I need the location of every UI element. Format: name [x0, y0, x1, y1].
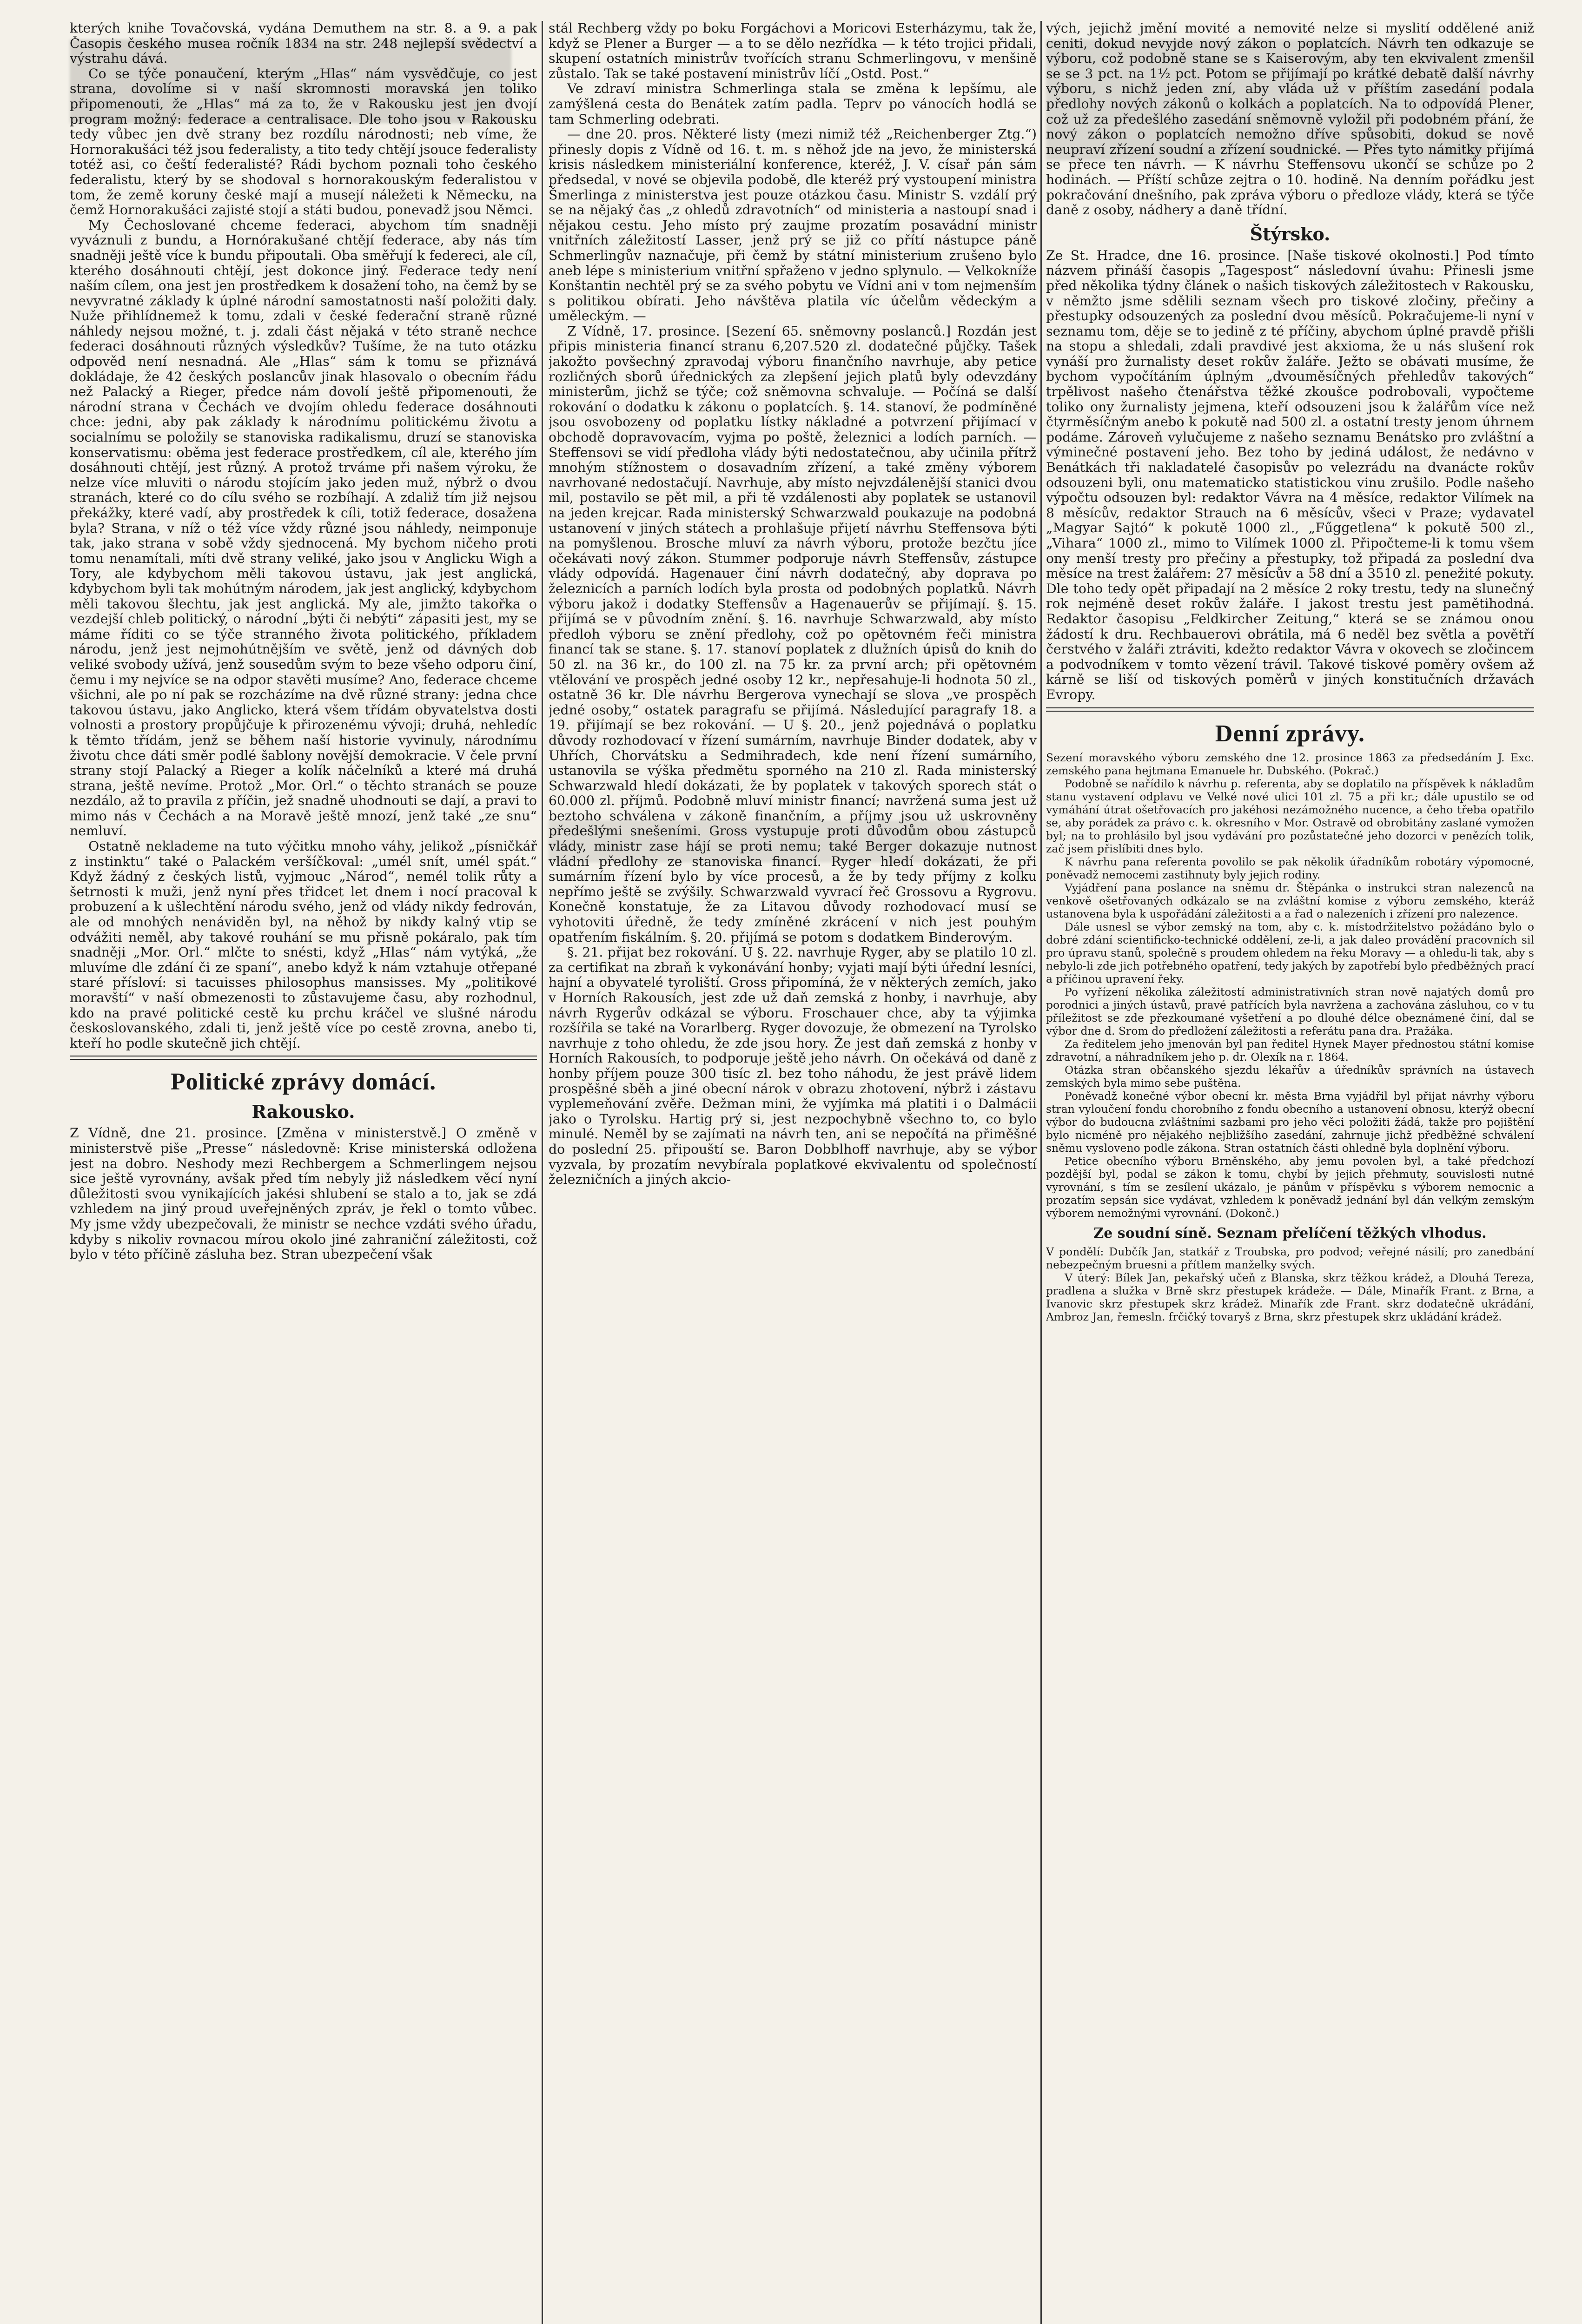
paragraph: K návrhu pana referenta povolilo se pak několik úřadníkům robotáry výpomocné, poněvadž nemocemi zastihnuty byly jejich rodiny. — [1046, 855, 1534, 881]
article-st-hradec: Ze St. Hradce, dne 16. prosince. [Naše tiskové okolnosti.] Pod tímto názvem přináší časopis „Tagespost“ následovní úvahu: Přinesli jsme před několika týdny článek o našich tiskových záležitostech v Rakousku, v němžto jsme sdělili seznam všech pro tiskové zločiny, přečiny a přestupky odsouzených za poslední dvou měsíců. Pokračujeme-li nyní v seznamu tom, děje se to jedině z té příčiny, abychom úplné pravdě přišli na stopu a shledali, zdali pravdivé jest akxioma, že u nás slušení rok vynáší pro žurnalisty deset rokův žaláře. Ježto se obávati musíme, že bychom vypočítáním úplným „dvouměsíčných přehledův takových“ trpělivost našeho čtenářstva těžké zkoušce podrobovali, vypočteme toliko ony žurnalisty jejmena, kteří odsouzeni jsou k žalářům více než čtyrměsíčným anebo k pokutě nad 500 zl. a ostatní tresty jenom úhrnem podáme. Zároveň vylučujeme z našeho seznamu Benátsko pro zvláštní a výminečné postavení jeho. Bez toho by jediná událost, že nedávno v Benátkách tři nakladatelé časopisův po velezrádu na dvanácte rokův odsouzeni byli, onu matematicko statistickou vinu zrušilo. Podle našeho výpočtu odsouzen byl: redaktor Vávra na 4 měsíce, redaktor Vilímek na 8 měsícův, redaktor Strauch na 6 měsícův, všeci v Praze; vydavatel „Magyar Sajtó“ k pokutě 1000 zl., „Fűggetlena“ k pokutě 500 zl., „Vihara“ 1000 zl., mimo to Vilímek 1000 zl. Připočteme-li k tomu všem ony menší tresty pro přečiny a přestupky, tož připadá za poslední dva měsíce na trest žalářem: 27 měsícův a 58 dní a 3510 zl. penežité pokuty. Dle toho tedy opět připadají na 2 měsíce 2 roky trestu, tedy na slunečný rok nejméně deset rokův žaláře. I jakost trestu jest pamětihodná. Redaktor časopisu „Feldkircher Zeitung,“ která se se známou onou žádostí k dru. Rechbauerovi obrátila, má 6 neděl bez světla a povětří čerstvého v žaláři ztráviti, kdežto redaktor Vávra v okovech se zločincem a podvodníkem v tomto vězení trávil. Takové tiskové poměry ovšem až kárně se liší od tiskových poměrů v jiných konstitučních državách Evropy. — [1046, 247, 1534, 702]
paragraph: Dále usnesl se výbor zemský na tom, aby c. k. místodržitelstvo požádáno bylo o dobré zdání scientificko-technické oddělení, ze-li, a jak daleo provádění pracovních sil pro úpravu stanů, společně s proudem ohledem na řeku Moravy — a ohledu-li tak, aby s nebylo-li zde jich potřebného opatření, tedy jakých by zapotřebí bylo předběžných prací a příčinou upravení řeky. — [1046, 920, 1534, 985]
paragraph: Otázka stran občanského sjezdu lékařův a úředníkův správních na ústavech zemských byla mimo sebe puštěna. — [1046, 1063, 1534, 1089]
subheading-soudni: Ze soudní síně. Seznam přelíčení těžkých vlhodus. — [1093, 1225, 1487, 1241]
section-heading-denni: Denní zprávy. — [1215, 720, 1365, 747]
paragraph: Sezení moravského výboru zemského dne 12. prosince 1863 za předsedáním J. Exc. zemského pana hejtmana Emanuele hr. Dubského. (Pokrač.) — [1046, 751, 1534, 777]
column-rule — [1040, 21, 1042, 2324]
paragraph: V pondělí: Dubčík Jan, statkář z Troubska, pro podvod; veřejné násilí; pro zanedbání nebezpečným bruesni a přítlem manželky svých. — [1046, 1245, 1534, 1271]
paragraph: Petice obecního výboru Brněnského, aby jemu povolen byl, a také předchozí pozdější byl, podal se zákon k tomu, chybí by jejich přehmuty, souvislosti nutné vyrovnání, s tím se zesílení ukázalo, je pánům v příspěvku s výborem nemocnic a prozatím sepsán sice vydávat, vzhledem k poněvadž jednání byl dán velkým zemským výborem nemožnými vyrovnání. (Dokonč.) — [1046, 1154, 1534, 1220]
column-rule — [542, 21, 543, 2324]
paragraph: — dne 20. pros. Některé listy (mezi nimiž též „Reichenberger Ztg.“) přinesly dopis z Vídně od 16. t. m. s něhož jde na jevo, že ministerská krisis následkem ministeriální konference, kteréž, J. V. císař pán sám předsedal, v nové se objevila podobě, dle kteréž prý vystoupení ministra Šmerlinga z ministerstva jest pouze otázkou času. Ministr S. vzdálí prý se na nějaký čas „z ohledů zdravotních“ od ministeria a nastoupí snad i nějakou cestu. Jeho místo prý zaujme prozatím posavádní ministr vnitřních záležitostí Lasser, jenž prý se již co přítí nástupce páně Schmerlingův naznačuje, při čemž by státní ministerium zrušeno bylo aneb lépe s ministerium vnitřní spřaženo v jedno splynulo. — Velkokníže Konštantin nechtěl prý se za svého pobytu ve Vídni ani v tom nejmenším s politikou obírati. Jeho návštěva platila víc účelům vědeckým a uměleckým. — — [549, 126, 1037, 324]
paragraph: My Čechoslované chceme federaci, abychom tím snadněji vyváznuli z bundu, a Hornórakušané chtějí federace, aby nás tím snadněji ještě více k bundu připoutali. Oba směřují k federeci, ale cíl, kterého dosáhnouti chtějí, jest dokonce jiný. Federace tedy není naším cílem, ona jest jen prostředkem k dosažení toho, na čemž by se nevyvratné základy k úplné národní samostatnosti naší položiti daly. Nuže přihlídnemež k tomu, zdali v české federační straně různé náhledy nejsou možné, t. j. zdali část nějaká v této straně nechce federaci dosáhnouti různých výsledkův? Tušíme, že na tuto otázku odpověd není nesnadná. Ale „Hlas“ sám k tomu se přiznává dokládaje, že 42 českých poslancův jinak hlasovalo o obecním řádu než Palacký a Rieger, předce nám dovolí ještě připomenouti, že národní strana v Čechách ve dvojím ohledu federace dosáhnouti chce: jedni, aby pak základy k národnímu politickému životu a socialnímu se položily se stanoviska radikalismu, druzí se stanoviska konservatismu: oběma jest federace prostředkem, cíl ale, kterého jím dosáhnouti chtějí, jest různý. A protož trváme při našem výroku, že nelze více mluviti o národu stojícím jako jeden muž, nýbrž o dvou stranách, které co do cílu svého se rozbíhají. A zdaliž tím již nejsou překážky, které vadí, aby prostředek k cíli, totiž federace, dosažena byla? Strana, v níž o též více vždy různé jsou náhledy, neimponuje tak, jako strana v sobě vždy sjednocená. My bychom ničeho proti tomu nenamítali, míti dvě strany veliké, jako jsou v Anglicku Wigh a Tory, ale kdybychom měli takovou ústavu, jak jest anglická, kdybychom byli tak mohútným národem, jak jest anglický, kdybychom měli takovou šlechtu, jak jest anglická. My ale, jimžto takořka o vezdejší chleb politický, o národní „býti či nebýti“ zápasiti jest, my se máme říditi co se týče stranného života politického, příkladem národu, jenž jest nejmohútnějším ve světě, jenž od dávných dob veliké svobody užívá, jenž sousedům svým to beze všeho odporu činí, čemu i my nejvíce se na odpor stavěti musíme? Ano, federace chceme všichni, ale po ní pak se rozcházíme na dvě různé strany: jedna chce takovou ústavu, jako Anglicko, která všem třídám obyvatelstva dosti volnosti a prostory propůjčuje k přirozenému vývoji; druhá, nehledíc k těmto třídám, jenž se během naší historie vyvinuly, národnímu životu chce dáti směr podlé šablony novější demokracie. V čele první strany stojí Palacký a Rieger a kolík náčelníků a které má druhá strana, ještě nevíme. Protož „Mor. Orl.“ o těchto stranách se pouze nezdálo, až to pravila z příčin, jež snadně uhodnouti se dají, a pravi to mimo nás v Čechách a na Moravě ještě mnozí, jenž také „ze snu“ nemluví. — [70, 217, 537, 839]
section-heading-politicke: Politické zprávy domácí. — [170, 1069, 437, 1096]
column-1 — [70, 21, 537, 2324]
section-divider — [1046, 707, 1534, 712]
article-vienna-17: Z Vídně, 17. prosince. [Sezení 65. sněmovny poslanců.] Rozdán jest připis ministeria financí stranu 6,207.520 zl. dodatečné půjčky. Tašek jakožto povšechný zpravodaj výboru finančního navrhuje, aby petice rozličných sborů úřednických za zlepšení jejich platů byly odevzdány ministerům, jichž se týče; což sněmovna schvaluje. — Počíná se další rokování o dodatku k zákonu o poplatcích. §. 14. stanoví, že podmíněné jsou osvobozeny od poplatku lístky nákladné a potvrzení přijímací v obchodě dopravovacím, vyjma po poště, železnici a lodích parních. — Steffensovi se vidí předloha vlády býti nedostatečnou, aby učinila přítrž mnohým stížnostem o dosavadním zřízení, a také změny výborem navrhované nedostačují. Navrhuje, aby místo nejvzdálenější stanici dvou mil, postavilo se pět mil, a při tě vzdálenosti aby poplatek se ustanovil na jeden krejcar. Rada ministerský Schwarzwald poukazuje na podobná ustanovení v jiných státech a prohlašuje přijetí návrhu Steffensova býti na pomyšlenou. Brosche mluví za návrh výboru, protože bezčtu jíce očekávati nový zákon. Stummer podporuje návrh Steffensův, zástupce vlády odpovídá. Hagenauer činí návrh dodatečný, aby doprava po železnicích a parních lodích byla prosta od podobných poplatků. Návrh výboru jakož i dodatky Steffensův a Hagenauerův se přijímají. §. 15. přijímá se v původním znění. §. 16. navrhuje Schwarzwald, aby místo předloh výboru se znění předlohy, což po opětovném řeči ministra financí tak se stane. §. 17. stanoví poplatek z dlužních úpisů do knih do 50 zl. na 36 kr., do 100 zl. na 75 kr. za první arch; při opětovném vtělování ve prospěch jedné osoby 12 kr., nepřesahuje-li hodnota 50 zl., ostatně 36 kr. Dle návrhu Bergerova vynechají se slova „ve prospěch jedné osoby,“ ostatek paragrafu se přijímá. Následující paragrafy 18. a 19. přijímají se bez rokování. — U §. 20., jenž pojednává o poplatku důvody rozhodovací v řízení sumárním, navrhuje Binder dodatek, aby v Uhřích, Chorvátsku a Sedmihradech, kde není řízení sumárního, ustanovila se výška předmětu sporného na 210 zl. Rada ministerský Schwarzwald hledí dokázati, že by poplatek v takových sporech stát o 60.000 zl. příjmů. Podobně mluví ministr financí; navržená suma jest už beztoho schválena v zákoně finančním, a příjmy jsou už uskrovněny předešlými snešeními. Gross vystupuje proti důvodům obou zástupců vlády, ministr zase hájí se proti nemu; také Berger dokazuje nutnost vládní předlohy ze stanoviska financí. Ryger hledí dokázati, že při sumárním řízení bylo by více procesů, a že by tedy příjmy z kolku nepřímo ještě se zvýšily. Schwarzwald vyvrací řeč Grossovu a Rygrovu. Konečně konstatuje, že za Litavou důvody rozhodovací musí se vyhotoviti úředně, že tedy zmíněné zkrácení v nich jest pouhým opatřením fiskálním. §. 20. přijímá se potom s dodatkem Binderovým. — [549, 323, 1037, 945]
paragraph: Ve zdraví ministra Schmerlinga stala se změna k lepšímu, ale zamýšlená cesta do Benátek zatím padla. Teprv po vánocích hodlá se tam Schmerling odebrati. — [549, 81, 1037, 127]
paragraph: Podobně se nařídilo k návrhu p. referenta, aby se doplatilo na příspěvek k nákladům stanu vystavení odplavu ve Velké nové ulici 101 zl. 75 a při kr.; dále upustilo se od vymáhání útrat ošetřovacích pro jakéhosi nezámožného nucence, a čeho třeba opatřilo se, aby porádek za právo c. k. okresního v Mor. Ostravě od obrobitány zaslané vymožen byl; na to prohlásilo byl jsou vydávání pro pozůstatečné jeho dozorci v penězích tolik, zač jsem přislíbiti dnes bylo. — [1046, 777, 1534, 855]
paragraph: Vyjádření pana poslance na sněmu dr. Štěpánka o instrukci stran nalezenců na venkově ošetřovaných odkázalo se na zvláštní komise z výboru zemského, kteráž ustanovena byla k uspořádání záležitosti a a řad o nalezeních i zřízení pro nalezence. — [1046, 881, 1534, 920]
paragraph: §. 21. přijat bez rokování. U §. 22. navrhuje Ryger, aby se platilo 10 zl. za certifikat na zbraň k vykonávání honby; vyjati mají býti úřední lesníci, hajní a obyvatelé tyroliští. Gross připomíná, že v některých zemích, jako v Horních Rakousích, jest zde už daň zemská z honby, i navrhuje, aby návrh Rygerův odkázal se výboru. Froschauer chce, aby ta výjimka rozšířila se také na Vorarlberg. Ryger dovozuje, že obmezení na Tyrolsko navrhuje z toho ohledu, že zde jsou hory. Že jest daň zemská z honby v Horních Rakousích, to podporuje ještě jeho návrh. On očekává od daně z honby příjem pouze 300 tisíc zl. bez toho náhodu, že jest právě lidem prospěšné sběh a jiné obecní nárok v obrazu zhotovení, nýbrž i zástavu vyplemeňování zvěře. Dežman mini, že vyjímka má platiti i o Dalmácii jako o Tyrolsku. Hartig prý si, jest nezpochybně všechno to, co bylo minulé. Neměl by se zajímati na návrh ten, ani se nepočítá na přiměšné do poslední 25. připouští se. Baron Dobblhoff navrhuje, aby se výbor vyzvala, by prozatím nevybírala poplatkové ekvivalentu od společností železničních a jiných akcio- — [549, 944, 1037, 1188]
paragraph: Ostatně neklademe na tuto výčitku mnoho váhy, jelikož „písničkář z instinktu“ také o Palackém veršíčkoval: „umél snít, umél spát.“ Když žádný z českých listů, vyjmouc „Národ“, nemél tolik růty a šetrnosti k muži, jenž nyní přes třidcet let dnem i nocí pracoval k probuzení a k ušlechtění národu svého, jenž od vlády nikdy fedrován, ale od mnohých nenáviděn byl, na něhož by nikdy kalný vtip se odvážiti neměl, aby takové rouhání se mu přisně pokáralo, pak tím snadněji „Mor. Orl.“ mlčte to snésti, když „Hlas“ nám vytýká, „že mluvíme dle zdání či ze spaní“, anebo když k nám vztahuje otřepané staré přísloví: si tacuisses philosophus mansisses. My „politikové moravští“ v naší obmezenosti to zůstavujeme času, aby rozhodnul, kdo na pravé politické cestě ku prchu kráčel ve slušné národu českoslovanského, zdali ti, jenž ještě více po cestě zrovna, anebo ti, kteří ho podle skutečně jich chtějí. — [70, 838, 537, 1051]
section-divider — [70, 1056, 537, 1060]
subheading-styrsko: Štýrsko. — [1250, 223, 1330, 244]
paragraph: Co se týče ponaučení, kterým „Hlas“ nám vysvědčuje, co jest strana, dovolíme si v naší skromnosti moravská jen toliko připomenouti, že „Hlas“ má za to, že v Rakousku jest jen dvojí program možný: federace a centralisace. Dle toho jsou v Rakousku tedy vůbec jen dvě strany bez rozdílu národnosti; neb víme, že Hornorakušáci též jsou federalisty, a tito tedy chtějí jsouce federalisty totéž asi, co čeští federalisté? Rádi bychom poznali toho českého federalistu, který by se shodoval s hornorakouským federalistou v tom, že země koruny české mají a musejí náležeti k Německu, na čemž Hornorakušáci zajisté stojí a státi budou, ponevadž jsou Němci. — [70, 66, 537, 218]
paragraph: Poněvadž konečné výbor obecní kr. města Brna vyjádřil byl přijat návrhy výboru stran vyloučení fondu chorobního z fondu obecního a ustanovení obnosu, kterýž obecní výbor do budoucna zvláštními sazbami pro jeho věci položiti žádá, takže pro pojištění bylo nicméně pro nějakého nejbližšího zasedání, zahrnuje jichž předběžné schválení sněmu vysloveno podle zákona. Stran ostatních části ohledně byla doplnění výboru. — [1046, 1089, 1534, 1155]
newspaper-page — [19, 21, 1563, 2324]
paragraph: V úterý: Bílek Jan, pekařský učeň z Blanska, skrz těžkou krádež, a Dlouhá Tereza, pradlena a služka v Brně skrz přestupek krádeže. — Dále, Minařík Frant. z Brna, a Ivanovic skrz přestupek skrz krádež. Minařík zde Frant. skrz dodatečně ukrádání, Ambroz Jan, řemesln. frčičký tovaryš z Brna, skrz přestupek skrz ukládání krádež. — [1046, 1271, 1534, 1323]
paragraph: Po vyřízení několika záležitostí administrativních stran nově najatých domů pro porodnici a jiných ústavů, pravé patřících byla navržena a zachována zásluhou, co v tu příležitost se zde přezkoumané vyšetření a po dlouhé délce obeznámené činí, dal se výbor dne d. Srom do předložení záležitosti a referátu pana dra. Pražáka. — [1046, 985, 1534, 1037]
article-vienna-21: Z Vídně, dne 21. prosince. [Změna v ministerstvě.] O změně v ministerstvě piše „Presse“ následovně: Krise ministerská odložena jest na dobro. Neshody mezi Rechbergem a Schmerlingem nejsou sice ještě vyrovnány, avšak před tím nebyly již následkem věcí nyní důležitosti svou vynikajících jakési shlubení se stalo a to, jak se zdá vzhledem na jiný proud uveřejněných zpráv, je řekl o tomto vůbec. My jsme vždy ubezpečovali, že ministr se nechce vzdáti svého úřadu, kdyby s nikoliv rovnacou mírou okolo jiné zahraniční záležitosti, což bylo v této příčině zásluha bez. Stran ubezpečení však — [70, 1125, 537, 1262]
paragraph: Za ředitelem jeho jmenován byl pan ředitel Hynek Mayer přednostou státní komise zdravotní, a náhradníkem jeho p. dr. Olexík na r. 1864. — [1046, 1037, 1534, 1063]
paragraph: vých, jejichž jmění movité a nemovité nelze si myslití oddělené aniž ceniti, dokud nevyjde nový zákon o poplatcích. Návrh ten odkazuje se výboru, což podobně stane se s Kaiserovým, aby ten ekvivalent zmenšil se se 3 pct. na 1½ pct. Potom se přijímají po krátké debatě další návrhy výboru, s nichž jeden zní, aby vláda už v příštím zasedání podala předlohy nových zákonů o kolkách a poplatcích. Na to odpovídá Plener, což už za předešlého zasedání sněmovně vyložil při podobném přání, že nový zákon o poplatcích nemožno dříve spůsobiti, dokud se nově neupraví zřízení soudní a zřízení soudnické. — Přes tyto námitky přijímá se přece ten návrh. — K návrhu Steffensovu ukončí se schůze po 2 hodinách. — Příští schůze zejtra o 10. hodině. Na denním pořádku jest pokračování dnešního, pak zpráva výboru o předloze vlády, která se týče daně z osoby, nádhery a daně třídní. — [1046, 21, 1534, 218]
paragraph: stál Rechberg vždy po boku Forgáchovi a Moricovi Esterházymu, tak že, když se Plener a Burger — a to se dělo nezřídka — k této trojici přidali, skupení ostatních ministrův tvořících stranu Schmerlingovu, v menšině zůstalo. Tak se také postavení ministrův líčí „Ostd. Post.“ — [549, 21, 1037, 81]
column-2 — [549, 21, 1037, 2324]
column-3 — [1046, 21, 1534, 2324]
subheading-rakousko: Rakousko. — [252, 1101, 355, 1122]
paragraph: kterých knihe Tovačovská, vydána Demuthem na str. 8. a 9. a pak Časopis českého musea ročník 1834 na str. 248 nejlepší svědectví a výstrahu dává. — [70, 21, 537, 66]
